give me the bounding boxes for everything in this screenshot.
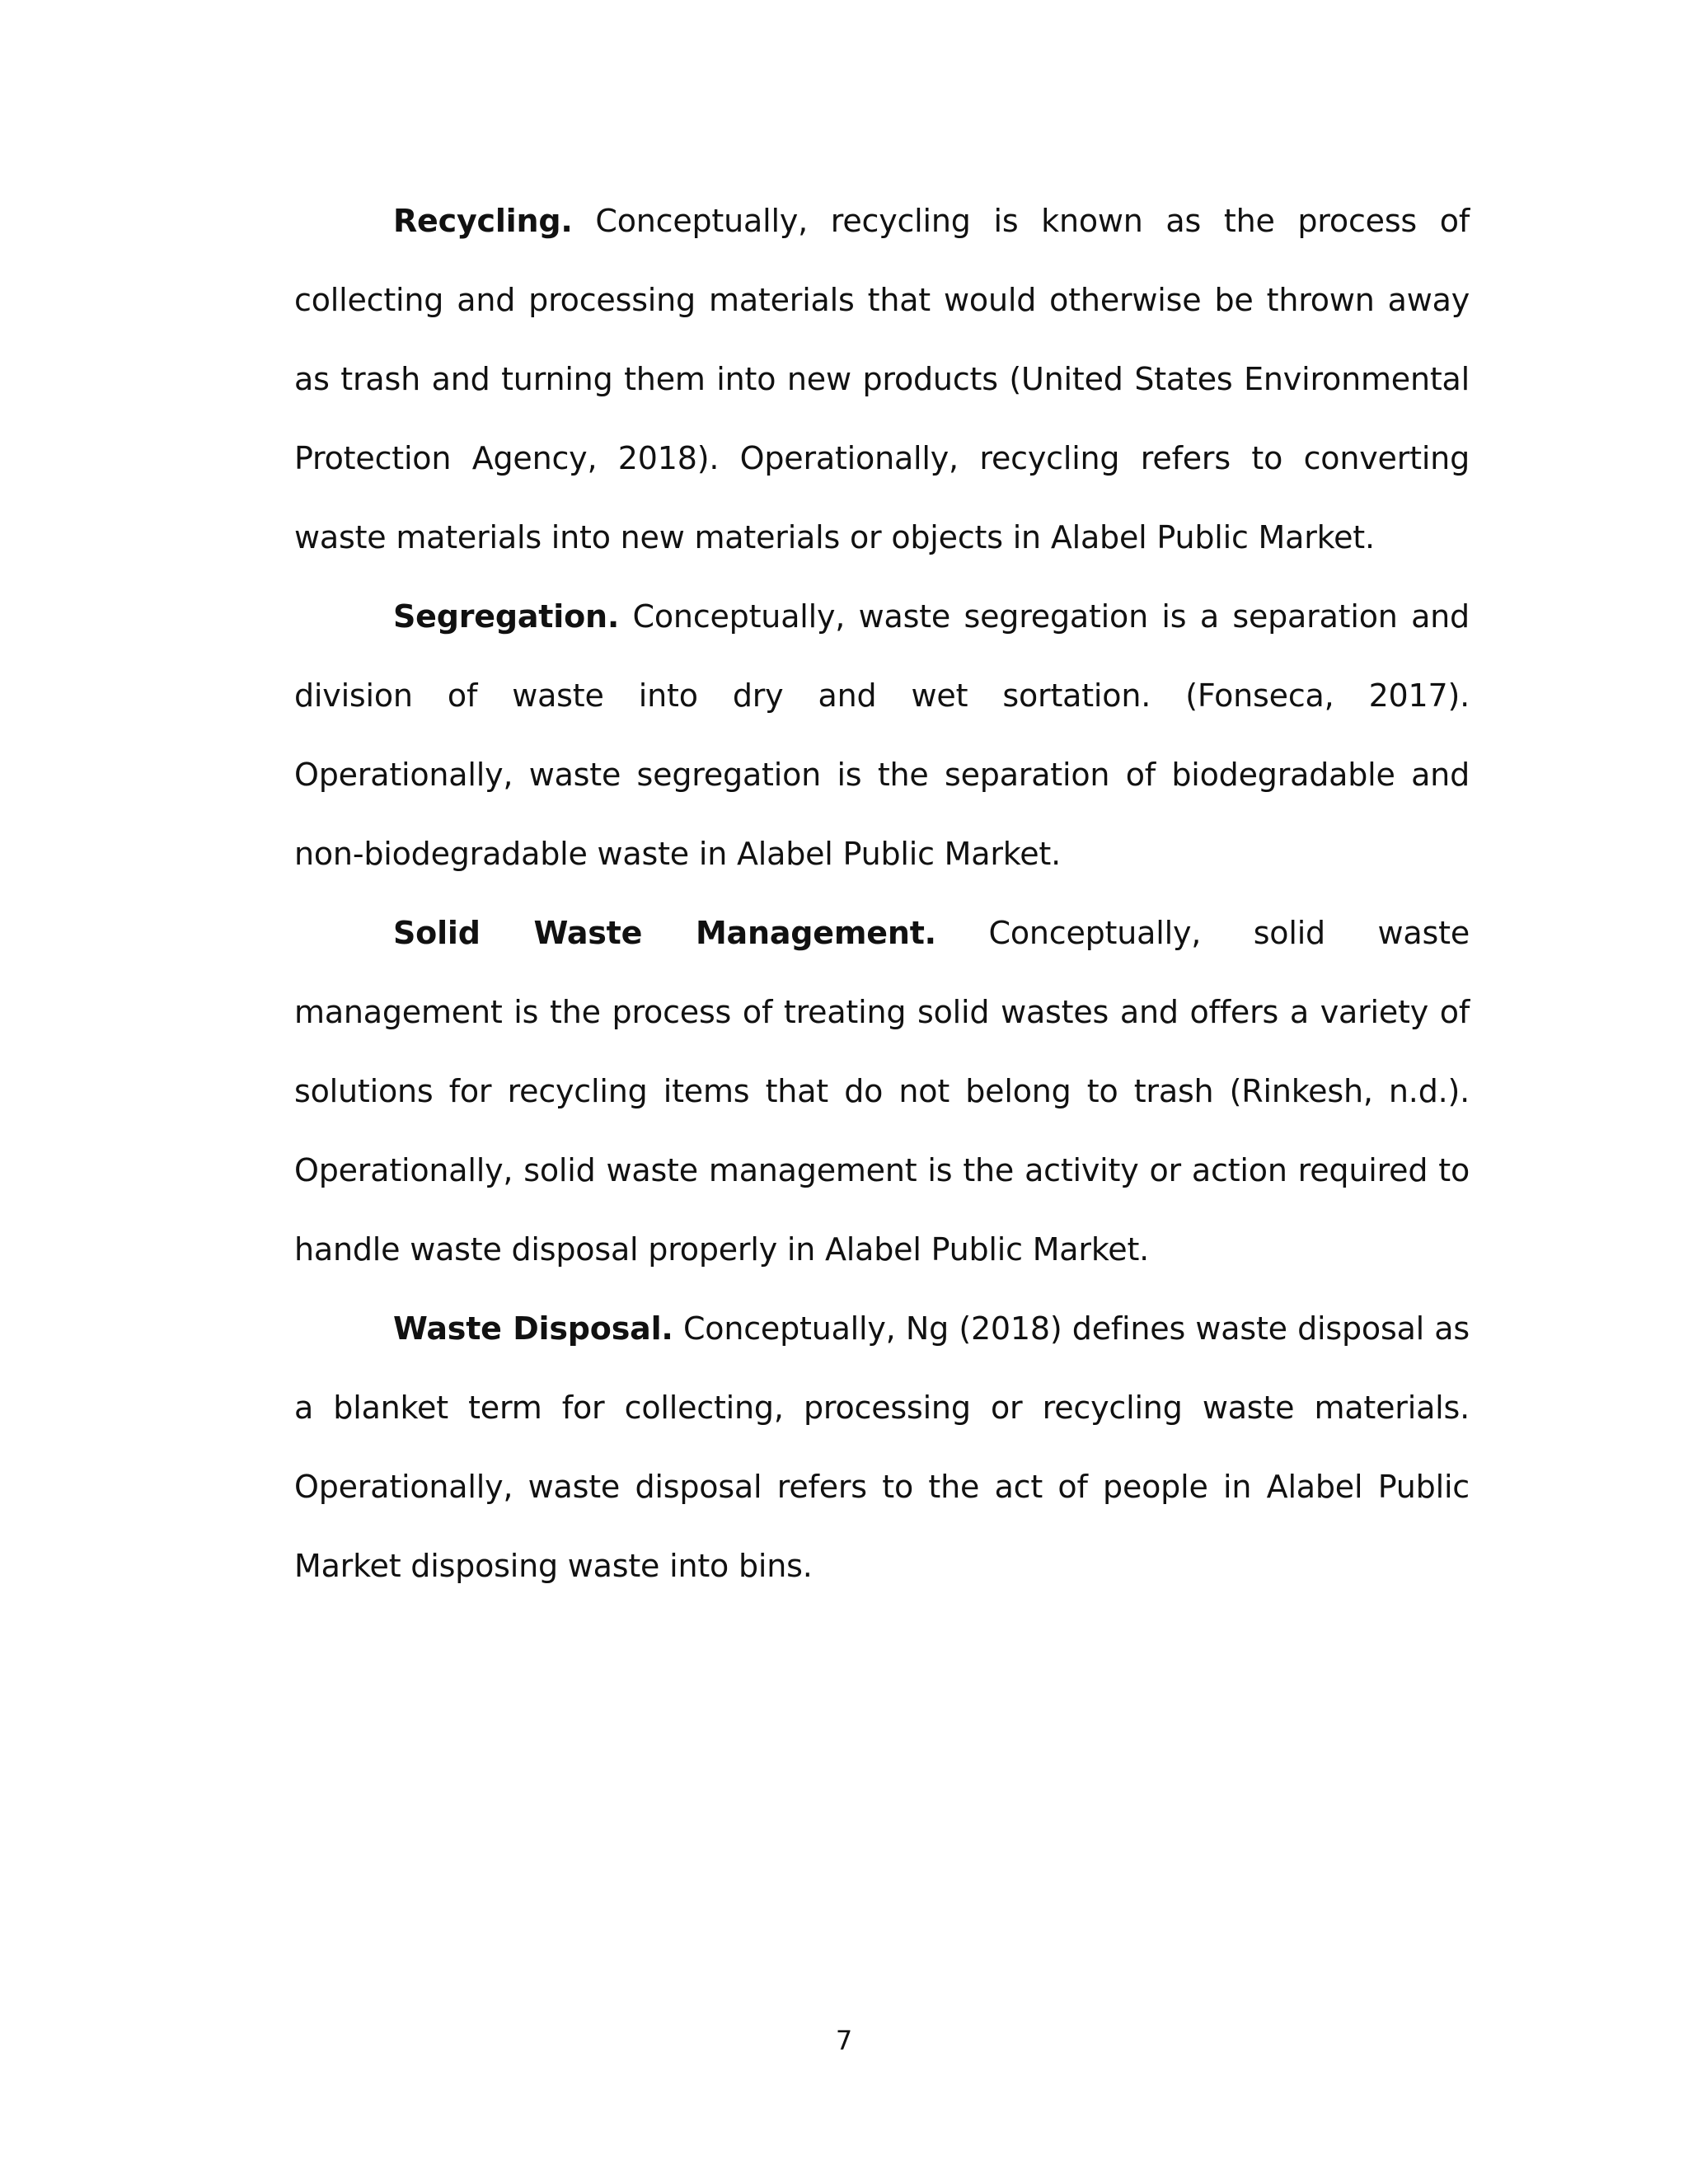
term-solid-waste-management: Solid Waste Management.	[393, 915, 936, 951]
term-waste-disposal: Waste Disposal.	[393, 1310, 673, 1347]
definition-segregation	[294, 577, 1470, 893]
definition-text-recycling: Conceptually, recycling is known as the process of collecting and processing materials that would otherwise be thrown away as trash and turning them into new products (United States Environmental Protection Agency, 2018). Operationally, recycling refers to converting waste materials into new materials or objects in Alabel Public Market.	[294, 203, 1470, 555]
term-segregation: Segregation.	[393, 598, 620, 635]
term-recycling: Recycling.	[393, 203, 573, 239]
definition-waste-disposal	[294, 1289, 1470, 1605]
definition-text-solid-waste-management: Conceptually, solid waste management is the process of treating solid wastes and offers a variety of solutions for recycling items that do not belong to trash (Rinkesh, n.d.). Operationally, solid waste management is the activity or action required to handle waste disposal properly in Alabel Public Market.	[294, 915, 1470, 1268]
definition-recycling	[294, 181, 1470, 577]
document-body	[294, 181, 1470, 1605]
page-number: 7	[835, 2025, 853, 2056]
definition-text-segregation: Conceptually, waste segregation is a separation and division of waste into dry and wet sortation. (Fonseca, 2017). Operationally, waste segregation is the separation of biodegradable and non-biodegradable waste in Alabel Public Market.	[294, 598, 1470, 872]
definition-text-waste-disposal: Conceptually, Ng (2018) defines waste disposal as a blanket term for collecting, processing or recycling waste materials. Operationally, waste disposal refers to the act of people in Alabel Public Market disposing waste into bins.	[294, 1310, 1470, 1584]
definition-solid-waste-management	[294, 893, 1470, 1289]
